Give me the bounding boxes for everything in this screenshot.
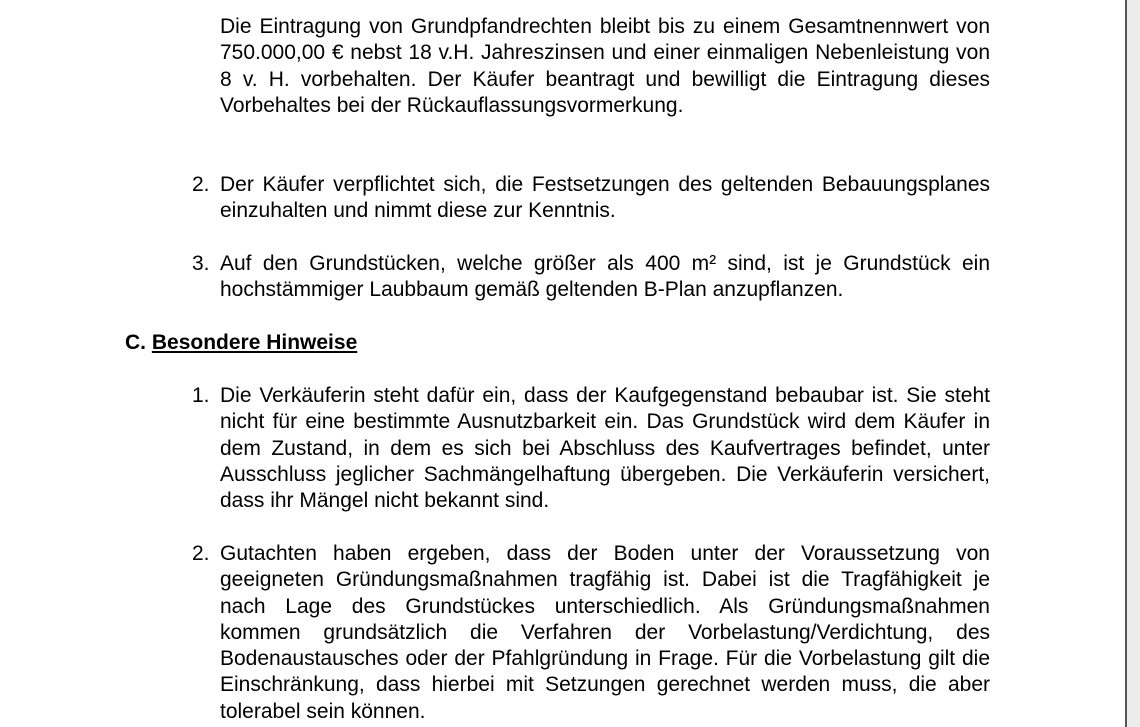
list-number-b2: 2. (192, 173, 210, 196)
paragraph-b3: Auf den Grundstücken, welche größer als 400 m² sind, ist je Grundstück ein hochstämmiger Laubbaum gemäß geltenden B-Plan anzupflanzen. (220, 252, 990, 302)
paragraph-b2: Der Käufer verpflichtet sich, die Festsetzungen des geltenden Bebauungsplanes einzuhalten und nimmt diese zur Kenntnis. (220, 173, 990, 223)
list-number-b3: 3. (192, 252, 210, 275)
section-letter: C. (125, 331, 146, 354)
section-title: Besondere Hinweise (151, 331, 358, 354)
paragraph-c2: Gutachten haben ergeben, dass der Boden unter der Voraussetzung von geeigneten Gründungsmaßnahmen tragfähig ist. Dabei ist die Tragfähigkeit je nach Lage des Grundstückes unterschiedlich. Als Gründungsmaßnahmen kommen grundsätzlich die Verfahren der Vorbelastung/Verdichtung, des Bodenaustausches oder der Pfahlgründung in Frage. Für die Vorbelastung gilt die Einschränkung, dass hierbei mit Setzungen gerechnet werden muss, die aber tolerabel sein können. (220, 542, 990, 723)
list-number-c2: 2. (192, 542, 210, 565)
list-number-c1: 1. (192, 384, 210, 407)
paragraph-c1: Die Verkäuferin steht dafür ein, dass der Kaufgegenstand bebaubar ist. Sie steht nicht für eine bestimmte Ausnutzbarkeit ein. Das Grundstück wird dem Käufer in dem Zustand, in dem es sich bei Abschluss des Kaufvertrages befindet, unter Ausschluss jeglicher Sachmängelhaftung übergeben. Die Verkäuferin versichert, dass ihr Mängel nicht bekannt sind. (220, 384, 990, 513)
window-right-edge (1125, 0, 1140, 727)
section-heading-c (125, 330, 357, 356)
paragraph-b1-continuation: Die Eintragung von Grundpfandrechten bleibt bis zu einem Gesamtnennwert von 750.000,00 € nebst 18 v.H. Jahreszinsen und einer einmaligen Nebenleistung von 8 v. H. vorbehalten. Der Käufer beantragt und bewilligt die Eintragung dieses Vorbehaltes bei der Rückauflassungsvormerkung. (220, 15, 990, 117)
